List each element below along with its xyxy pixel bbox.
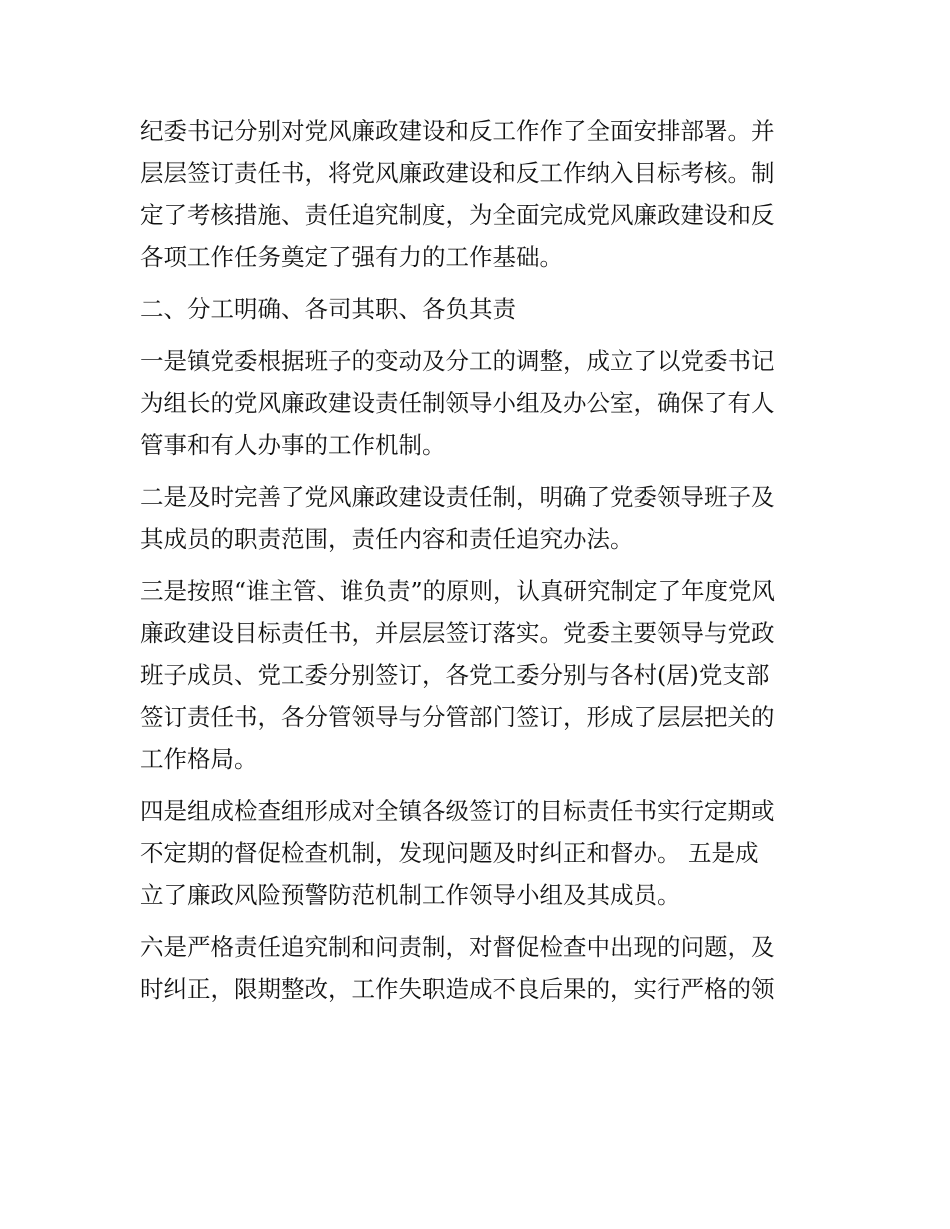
text-line: 不定期的督促检查机制，发现问题及时纠正和督办。 五是成: [140, 839, 759, 867]
text-line: 班子成员、党工委分别签订，各党工委分别与各村(居)党支部: [140, 661, 770, 689]
text-line: 定了考核措施、责任追究制度，为全面完成党风廉政建设和反: [140, 201, 775, 229]
text-line: 时纠正，限期整改，工作失职造成不良后果的，实行严格的领: [140, 975, 775, 1003]
text-line: 四是组成检查组形成对全镇各级签订的目标责任书实行定期或: [140, 797, 775, 825]
text-line: 立了廉政风险预警防范机制工作领导小组及其成员。: [140, 881, 681, 909]
text-line: 三是按照“谁主管、谁负责”的原则，认真研究制定了年度党风: [140, 577, 776, 605]
text-line: 签订责任书，各分管领导与分管部门签订，形成了层层把关的: [140, 703, 775, 731]
text-line: 其成员的职责范围，责任内容和责任追究办法。: [140, 525, 634, 553]
text-line: 廉政建设目标责任书，并层层签订落实。党委主要领导与党政: [140, 619, 775, 647]
paragraph-gap: [140, 466, 820, 476]
text-line: 工作格局。: [140, 745, 258, 773]
text-line: 一是镇党委根据班子的变动及分工的调整，成立了以党委书记: [140, 347, 775, 375]
text-line: 层层签订责任书，将党风廉政建设和反工作纳入目标考核。制: [140, 159, 775, 187]
section-heading: 二、分工明确、各司其职、各负其责: [140, 295, 516, 323]
paragraph-gap: [140, 278, 820, 288]
paragraph-gap: [140, 780, 820, 790]
text-line: 管事和有人办事的工作机制。: [140, 431, 446, 459]
paragraph-gap: [140, 330, 820, 340]
text-line: 六是严格责任追究制和问责制，对督促检查中出现的问题，及: [140, 933, 775, 961]
text-line: 纪委书记分别对党风廉政建设和反工作作了全面安排部署。并: [140, 117, 775, 145]
text-line: 二是及时完善了党风廉政建设责任制，明确了党委领导班子及: [140, 483, 775, 511]
text-line: 为组长的党风廉政建设责任制领导小组及办公室，确保了有人: [140, 389, 775, 417]
paragraph-gap: [140, 560, 820, 570]
text-line: 各项工作任务奠定了强有力的工作基础。: [140, 243, 563, 271]
paragraph-gap: [140, 916, 820, 926]
body-text: [140, 110, 820, 1010]
